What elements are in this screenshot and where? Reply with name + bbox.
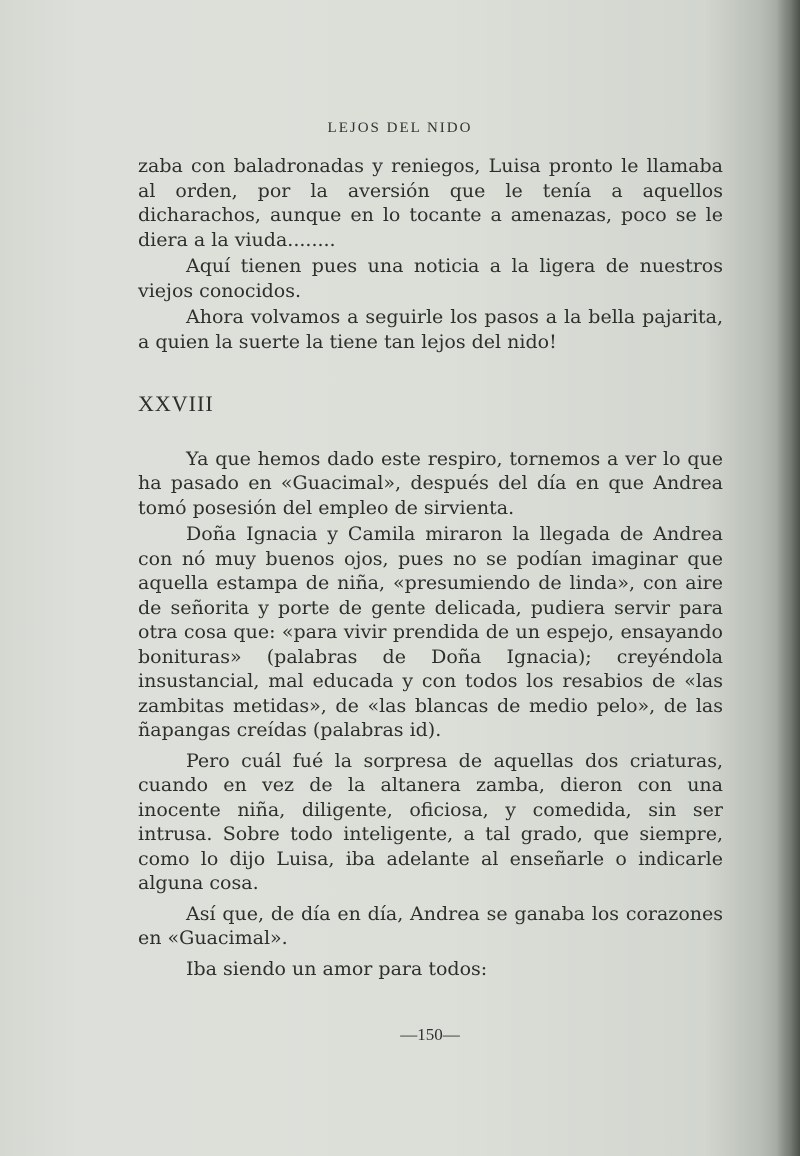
paragraph-4: Ya que hemos dado este respiro, tornemos a ver lo que ha pasado en «Guacimal», después del día en que Andrea tomó posesión del empleo de sirvienta. [138, 447, 723, 519]
body-text [138, 154, 723, 987]
page-edge-shadow [776, 0, 800, 1156]
paragraph-5: Doña Ignacia y Camila miraron la llegada de Andrea con nó muy buenos ojos, pues no se podían imaginar que aquella estampa de niña, «presumiendo de linda», con aire de señorita y porte de gente delicada, pudiera servir para otra cosa que: «para vivir prendida de un espejo, ensayando bonituras» (palabras de Doña Ignacia); creyéndola insustancial, mal educada y con todos los resabios de «las zambitas metidas», de «las blancas de medio pelo», de las ñapangas creídas (palabras id). [138, 523, 723, 741]
paragraph-8: Iba siendo un amor para todos: [186, 957, 488, 980]
running-title: LEJOS DEL NIDO [327, 120, 473, 136]
paragraph-1: zaba con baladronadas y reniegos, Luisa pronto le llamaba al orden, por la aversión que le tenía a aquellos dicharachos, aunque en lo tocante a amenazas, poco se le diera a la viuda........ [138, 155, 723, 251]
paragraph-3: Ahora volvamos a seguirle los pasos a la bella pajarita, a quien la suerte la tiene tan lejos del nido! [138, 306, 723, 353]
page-number: —150— [400, 1025, 460, 1044]
chapter-heading: XXVIII [138, 391, 214, 416]
paragraph-7: Así que, de día en día, Andrea se ganaba los corazones en «Guacimal». [138, 902, 723, 949]
paragraph-6: Pero cuál fué la sorpresa de aquellas dos criaturas, cuando en vez de la altanera zamba, dieron con una inocente niña, diligente, oficiosa, y comedida, sin ser intrusa. Sobre todo inteligente, a tal grado, que siempre, como lo dijo Luisa, iba adelante al enseñarle o indicarle alguna cosa. [138, 749, 723, 894]
paragraph-2: Aquí tienen pues una noticia a la ligera de nuestros viejos conocidos. [138, 255, 723, 302]
